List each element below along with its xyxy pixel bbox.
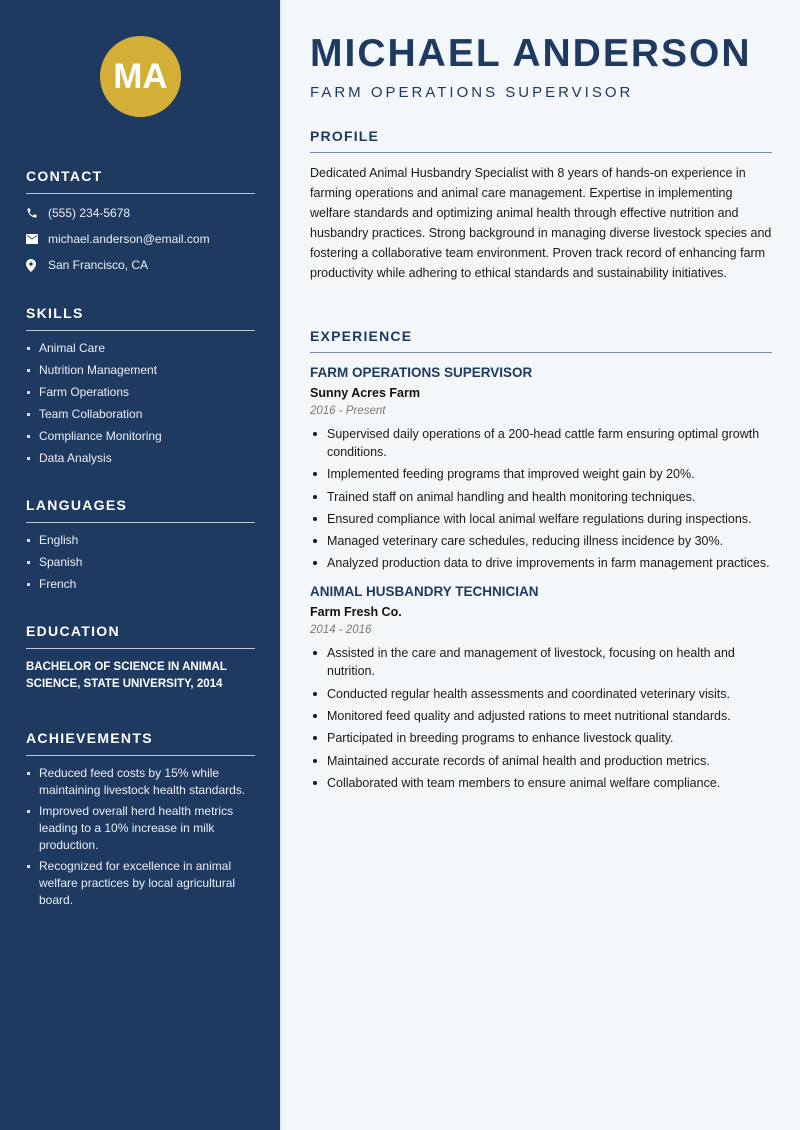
skills-heading: SKILLS	[26, 305, 255, 331]
language-item: English	[26, 532, 255, 549]
contact-phone[interactable]	[26, 200, 255, 226]
job-bullet: Managed veterinary care schedules, reducing illness incidence by 30%.	[310, 532, 772, 550]
education-section	[26, 623, 255, 693]
job-company: Farm Fresh Co.	[310, 605, 402, 620]
profile-section	[310, 128, 772, 284]
skill-item: Animal Care	[26, 340, 255, 357]
languages-heading: LANGUAGES	[26, 497, 255, 523]
achievements-list	[26, 765, 255, 909]
job-bullet: Supervised daily operations of a 200-head cattle farm ensuring optimal growth conditions.	[310, 425, 772, 461]
contact-location	[26, 252, 255, 278]
candidate-name: MICHAEL ANDERSON	[310, 32, 752, 75]
phone-icon	[26, 207, 48, 219]
contact-email[interactable]	[26, 226, 255, 252]
languages-section	[26, 497, 255, 598]
job-title: FARM OPERATIONS SUPERVISOR	[310, 365, 533, 380]
job-company: Sunny Acres Farm	[310, 386, 420, 400]
skill-item: Team Collaboration	[26, 406, 255, 423]
email-text: michael.anderson@email.com	[48, 232, 210, 246]
job-bullets	[310, 425, 772, 572]
sidebar-divider	[280, 0, 282, 1130]
job-bullet: Monitored feed quality and adjusted rations to meet nutritional standards.	[310, 707, 772, 725]
job-bullet: Participated in breeding programs to enhance livestock quality.	[310, 729, 772, 747]
profile-heading: PROFILE	[310, 128, 772, 153]
job-bullet: Assisted in the care and management of livestock, focusing on health and nutrition.	[310, 644, 772, 680]
job-entry	[310, 584, 772, 791]
skill-item: Data Analysis	[26, 450, 255, 467]
language-item: Spanish	[26, 554, 255, 571]
avatar	[100, 36, 181, 117]
achievement-item: Recognized for excellence in animal welfare practices by local agricultural board.	[26, 858, 255, 909]
job-bullet: Trained staff on animal handling and health monitoring techniques.	[310, 488, 772, 506]
job-bullets	[310, 644, 772, 791]
avatar-initials: MA	[113, 56, 168, 96]
sidebar	[0, 0, 280, 1130]
skill-item: Compliance Monitoring	[26, 428, 255, 445]
achievement-item: Reduced feed costs by 15% while maintaining livestock health standards.	[26, 765, 255, 799]
experience-section	[310, 328, 772, 796]
job-bullet: Maintained accurate records of animal health and production metrics.	[310, 752, 772, 770]
job-dates: 2016 - Present	[310, 405, 386, 417]
location-text: San Francisco, CA	[48, 258, 149, 272]
education-degree: BACHELOR OF SCIENCE IN ANIMAL SCIENCE, STATE UNIVERSITY, 2014	[26, 661, 227, 690]
contact-heading: CONTACT	[26, 168, 255, 194]
language-item: French	[26, 576, 255, 593]
job-bullet: Collaborated with team members to ensure animal welfare compliance.	[310, 774, 772, 792]
profile-summary: Dedicated Animal Husbandry Specialist with 8 years of hands-on experience in farming operations and animal care management. Expertise in implementing welfare standards and optimizing animal health through effective nutrition and husbandry practices. Strong background in managing diverse livestock species and fostering a collaborative team environment. Proven track record of enhancing farm productivity while adhering to ethical standards and sustainability initiatives.	[310, 166, 772, 281]
job-bullet: Implemented feeding programs that improved weight gain by 20%.	[310, 465, 772, 483]
phone-text: (555) 234-5678	[48, 206, 131, 220]
skill-item: Farm Operations	[26, 384, 255, 401]
skills-list	[26, 340, 255, 467]
email-icon	[26, 234, 48, 244]
job-bullet: Analyzed production data to drive improvements in farm management practices.	[310, 554, 772, 572]
job-dates: 2014 - 2016	[310, 624, 372, 637]
candidate-role: FARM OPERATIONS SUPERVISOR	[310, 84, 634, 101]
skills-section	[26, 305, 255, 472]
education-heading: EDUCATION	[26, 623, 255, 649]
job-bullet: Conducted regular health assessments and coordinated veterinary visits.	[310, 685, 772, 703]
job-bullet: Ensured compliance with local animal welfare regulations during inspections.	[310, 510, 772, 528]
skill-item: Nutrition Management	[26, 362, 255, 379]
contact-section	[26, 168, 255, 278]
location-pin-icon	[26, 259, 48, 272]
achievement-item: Improved overall herd health metrics leading to a 10% increase in milk production.	[26, 803, 255, 854]
achievements-heading: ACHIEVEMENTS	[26, 730, 255, 756]
languages-list	[26, 532, 255, 593]
experience-heading: EXPERIENCE	[310, 328, 772, 353]
job-title: ANIMAL HUSBANDRY TECHNICIAN	[310, 584, 539, 600]
achievements-section	[26, 730, 255, 913]
job-entry	[310, 365, 772, 572]
